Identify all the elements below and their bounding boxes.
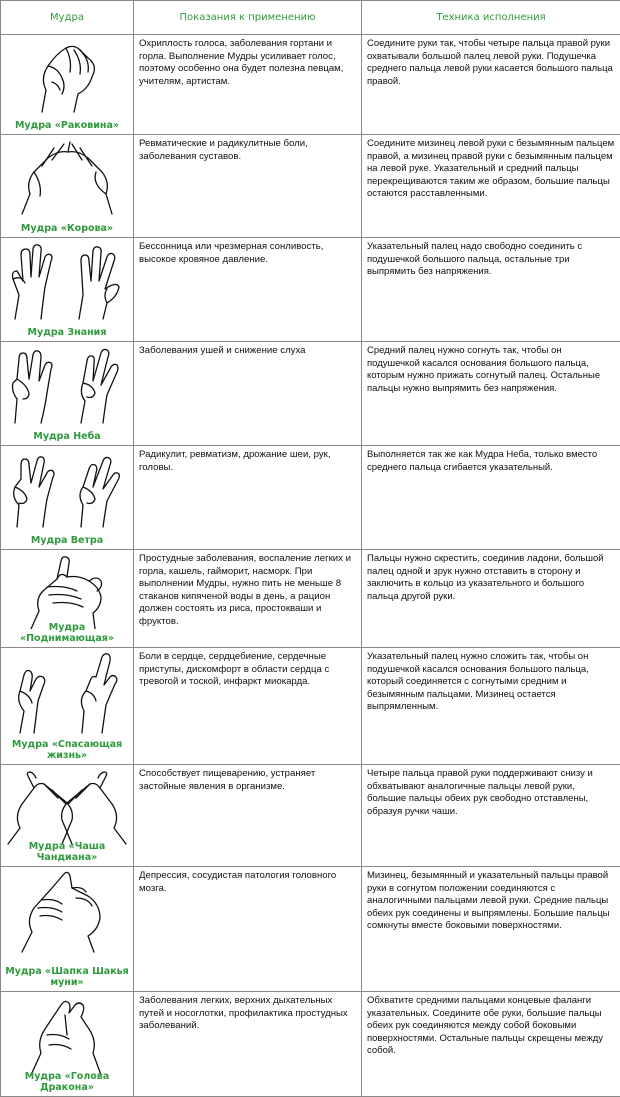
table-row: [1, 238, 620, 342]
lifting-mudra-hands-icon: [17, 553, 117, 629]
table-row: [1, 135, 620, 238]
header-mudra: Мудра: [1, 1, 134, 35]
knowledge-mudra-hands-icon: [7, 241, 127, 321]
header-technique: Техника исполнения: [362, 1, 620, 35]
table-header-row: [1, 1, 620, 35]
table-row: [1, 867, 620, 992]
mudra-name: Мудра «Спасающая жизнь»: [1, 739, 133, 761]
mudra-name: Мудра Ветра: [1, 535, 133, 546]
wind-mudra-hands-icon: [7, 449, 127, 529]
header-indications: Показания к применению: [134, 1, 362, 35]
technique-cell: Указательный палец нужно сложить так, чтобы он подушечкой касался основания большого пальца, который соединяется с согнутыми средним и безымянным пальцами. Мизинец остается выпрямленным.: [362, 648, 620, 765]
mudra-name: Мудра «Чаша Чандиана»: [1, 841, 133, 863]
table-row: [1, 992, 620, 1097]
technique-cell: Обхватите средними пальцами концевые фаланги указательных. Соедините обе руки, большие пальцы обеих рук соединяются между собой боковыми поверхностями. Остальные пальцы скрещены между собой.: [362, 992, 620, 1097]
table-row: [1, 550, 620, 648]
indications-cell: Простудные заболевания, воспаление легких и горла, кашель, гайморит, насморк. При выполнении Мудры, нужно пить не меньше 8 стаканов кипяченой воды в день, а рацион должен состоять из риса, простокваши и фруктов.: [134, 550, 362, 648]
sky-mudra-hands-icon: [7, 345, 127, 425]
mudra-name: Мудра Знания: [1, 327, 133, 338]
indications-cell: Бессонница или чрезмерная сонливость, высокое кровяное давление.: [134, 238, 362, 342]
indications-cell: Депрессия, сосудистая патология головного мозга.: [134, 867, 362, 992]
table-row: [1, 446, 620, 550]
dragon-head-mudra-hands-icon: [17, 995, 117, 1077]
mudra-cell: [1, 446, 134, 550]
technique-cell: Соедините мизинец левой руки с безымянным пальцем правой, а мизинец правой руки с безымянным пальцем на левой руке. Указательный и средний пальцы перекрещиваются таким же образом, большие пальцы остаются расставленными.: [362, 135, 620, 238]
life-saving-mudra-hand-icon: [12, 651, 122, 735]
mudra-name: Мудра «Раковина»: [1, 120, 133, 131]
mudra-cell: [1, 992, 134, 1097]
mudra-name: Мудра «Шапка Шакья муни»: [1, 966, 133, 988]
indications-cell: Ревматические и радикулитные боли, заболевания суставов.: [134, 135, 362, 238]
mudra-name: Мудра «Корова»: [1, 223, 133, 234]
mudra-name: Мудра «Поднимающая»: [1, 622, 133, 644]
mudra-cell: [1, 135, 134, 238]
table-row: [1, 35, 620, 135]
mudra-cell: [1, 867, 134, 992]
technique-cell: Мизинец, безымянный и указательный пальцы правой руки в согнутом положении соединяются с аналогичными пальцами левой руки. Средние пальцы обеих рук соединены и выпрямлены. Большие пальцы сомкнуты вместе боковыми поверхностями.: [362, 867, 620, 992]
indications-cell: Радикулит, ревматизм, дрожание шеи, рук, головы.: [134, 446, 362, 550]
mudra-cell: [1, 342, 134, 446]
technique-cell: Четыре пальца правой руки поддерживают снизу и обхватывают аналогичные пальцы левой руки, большие пальцы обеих рук свободно отставлены, образуя ручки чаши.: [362, 765, 620, 867]
technique-cell: Указательный палец надо свободно соединить с подушечкой большого пальца, остальные три выпрямить без напряжения.: [362, 238, 620, 342]
mudra-name: Мудра «Голова Дракона»: [1, 1071, 133, 1093]
technique-cell: Выполняется так же как Мудра Неба, только вместо среднего пальца сгибается указательный.: [362, 446, 620, 550]
mudra-cell: [1, 35, 134, 135]
technique-cell: Пальцы нужно скрестить, соединив ладони, большой палец одной и зрук нужно отставить в сторону и заключить в кольцо из указательного и большого пальца другой руки.: [362, 550, 620, 648]
technique-cell: Соедините руки так, чтобы четыре пальца правой руки охватывали большой палец левой руки. Подушечка среднего пальца левой руки касается большого пальца правой.: [362, 35, 620, 135]
mudra-cell: [1, 765, 134, 867]
indications-cell: Охриплость голоса, заболевания гортани и горла. Выполнение Мудры усиливает голос, поэтому особенно она будет полезна певцам, учителям, артистам.: [134, 35, 362, 135]
table-row: [1, 342, 620, 446]
table-row: [1, 765, 620, 867]
mudra-cell: [1, 238, 134, 342]
mudra-cell: [1, 648, 134, 765]
cow-mudra-hands-icon: [12, 138, 122, 216]
technique-cell: Средний палец нужно согнуть так, чтобы он подушечкой касался основания большого пальца, которым нужно прижать согнутый палец. Остальные пальцы нужно выпрямить без напряжения.: [362, 342, 620, 446]
mudra-name: Мудра Неба: [1, 431, 133, 442]
indications-cell: Боли в сердце, сердцебиение, сердечные приступы, дискомфорт в области сердца с тревогой и тоской, инфаркт миокарда.: [134, 648, 362, 765]
table-row: [1, 648, 620, 765]
indications-cell: Способствует пищеварению, устраняет застойные явления в организме.: [134, 765, 362, 867]
chandiana-bowl-mudra-hands-icon: [4, 768, 130, 846]
indications-cell: Заболевания ушей и снижение слуха: [134, 342, 362, 446]
indications-cell: Заболевания легких, верхних дыхательных путей и носоглотки, профилактика простудных заболеваний.: [134, 992, 362, 1097]
mudra-cell: [1, 550, 134, 648]
shakyamuni-cap-mudra-hands-icon: [12, 870, 122, 954]
shell-mudra-hands-icon: [22, 38, 112, 114]
